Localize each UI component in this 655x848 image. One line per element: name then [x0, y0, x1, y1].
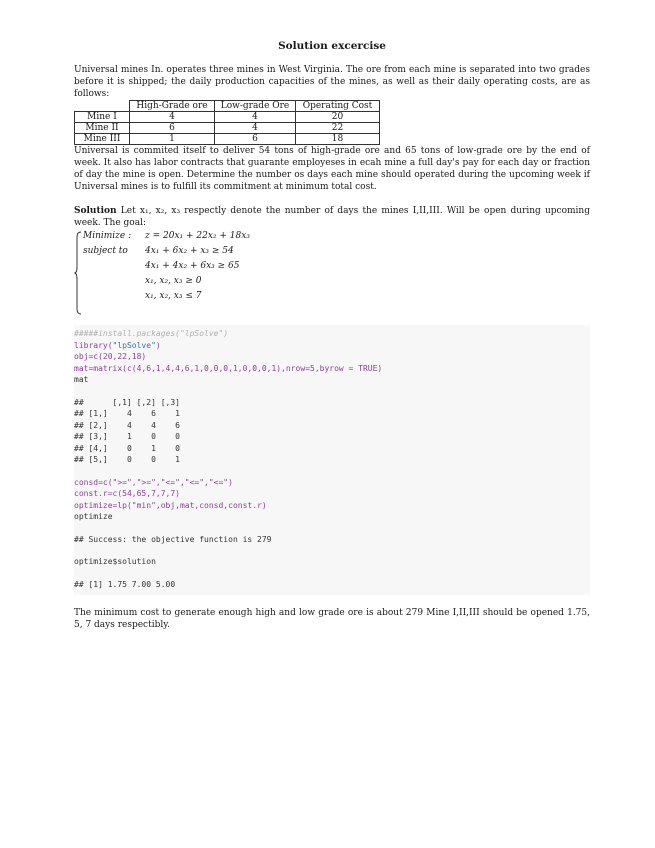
table-row: [75, 112, 380, 123]
code-output: ## [1] 1.75 7.00 5.00: [74, 579, 176, 589]
constraint-line: [83, 291, 201, 306]
table-cell: 1: [130, 134, 215, 145]
intro-paragraph: Universal mines In. operates three mines in West Virginia. The ore from each mine is separated into two grades before it is shipped; the daily production capacities of the mines, as well as their daily operating costs, are as follows:: [74, 65, 590, 99]
code-output: ## [4,] 0 1 0: [74, 443, 180, 453]
table-cell: 4: [215, 112, 296, 123]
table-header: Operating Cost: [296, 101, 380, 112]
code-line: const.r=c(54,65,7,7,7): [74, 489, 180, 498]
table-cell: Mine III: [75, 134, 130, 145]
objective-expression: z = 20x₁ + 22x₂ + 18x₃: [145, 231, 250, 241]
code-output: ## [1,] 4 6 1: [74, 409, 180, 418]
table-cell: 18: [296, 134, 380, 145]
subject-to-label: subject to: [83, 246, 128, 256]
code-line: library("lpSolve"): [74, 340, 161, 350]
table-cell: 4: [130, 112, 215, 123]
table-cell: 22: [296, 123, 380, 134]
code-line: obj=c(20,22,18): [74, 352, 147, 361]
table-cell: 6: [130, 123, 215, 134]
solution-paragraph: [74, 205, 590, 229]
code-line: optimize: [74, 512, 113, 521]
code-line: mat=matrix(c(4,6,1,4,4,6,1,0,0,0,1,0,0,0,1),nrow=5,byrow = TRUE): [74, 363, 383, 373]
code-output: ## [,1] [,2] [,3]: [74, 397, 180, 407]
constraint-expression: 4x₁ + 4x₂ + 6x₃ ≥ 65: [145, 261, 240, 271]
minimize-label: Minimize :: [83, 231, 132, 241]
table-header-row: [75, 101, 380, 112]
code-line: optimize=lp("min",obj,mat,consd,const.r): [74, 500, 267, 510]
code-output: ## [5,] 0 0 1: [74, 455, 180, 464]
table-cell: Mine I: [75, 112, 130, 123]
code-line: consd=c(">=",">=","<=","<=","<="): [74, 477, 233, 487]
constraint-expression: x₁, x₂, x₃ ≤ 7: [145, 291, 202, 301]
table-header: High-Grade ore: [130, 101, 215, 112]
code-line: optimize$solution: [74, 557, 156, 566]
solution-lead: Solution: [74, 206, 117, 216]
document-page: [74, 40, 590, 631]
table-cell: 6: [215, 134, 296, 145]
table-row: [75, 123, 380, 134]
table-cell: 20: [296, 112, 380, 123]
code-block: [74, 325, 590, 595]
problem-paragraph: Universal is commited itself to deliver 54 tons of high-grade ore and 65 tons of low-grade ore by the end of week. It also has labor contracts that guarante employeses in ecah mine a full day's pay for each day or fraction of day the mine is open. Determine the number os days each mine should operated during the upcoming week if Universal mines is to fulfill its commitment at minimum total cost.: [74, 146, 590, 192]
mines-table: [74, 100, 380, 145]
table-header: Low-grade Ore: [215, 101, 296, 112]
code-line: mat: [74, 375, 89, 384]
code-output: ## Success: the objective function is 279: [74, 534, 272, 544]
table-corner: [75, 101, 130, 112]
conclusion-paragraph: The minimum cost to generate enough high and low grade ore is about 279 Mine I,II,III should be opened 1.75, 5, 7 days respectibly.: [74, 608, 590, 630]
code-output: ## [3,] 1 0 0: [74, 432, 180, 441]
solution-text: Let x₁, x₂, x₃ respectly denote the number of days the mines I,II,III. Will be open during upcoming week. The goal:: [74, 206, 590, 228]
code-comment: #####install.packages("lpSolve"): [74, 329, 229, 338]
table-cell: Mine II: [75, 123, 130, 134]
constraint-expression: 4x₁ + 6x₂ + x₃ ≥ 54: [145, 246, 234, 256]
page-title: Solution excercise: [278, 40, 386, 52]
constraint-line: [83, 261, 239, 276]
constraint-line: [83, 246, 234, 261]
constraint-line: [83, 276, 201, 291]
objective-line: [83, 231, 250, 246]
lp-model: [74, 231, 590, 315]
left-brace-icon: [74, 231, 82, 315]
table-row: [75, 134, 380, 145]
code-output: ## [2,] 4 4 6: [74, 420, 180, 430]
constraint-expression: x₁, x₂, x₃ ≥ 0: [145, 276, 202, 286]
table-cell: 4: [215, 123, 296, 134]
